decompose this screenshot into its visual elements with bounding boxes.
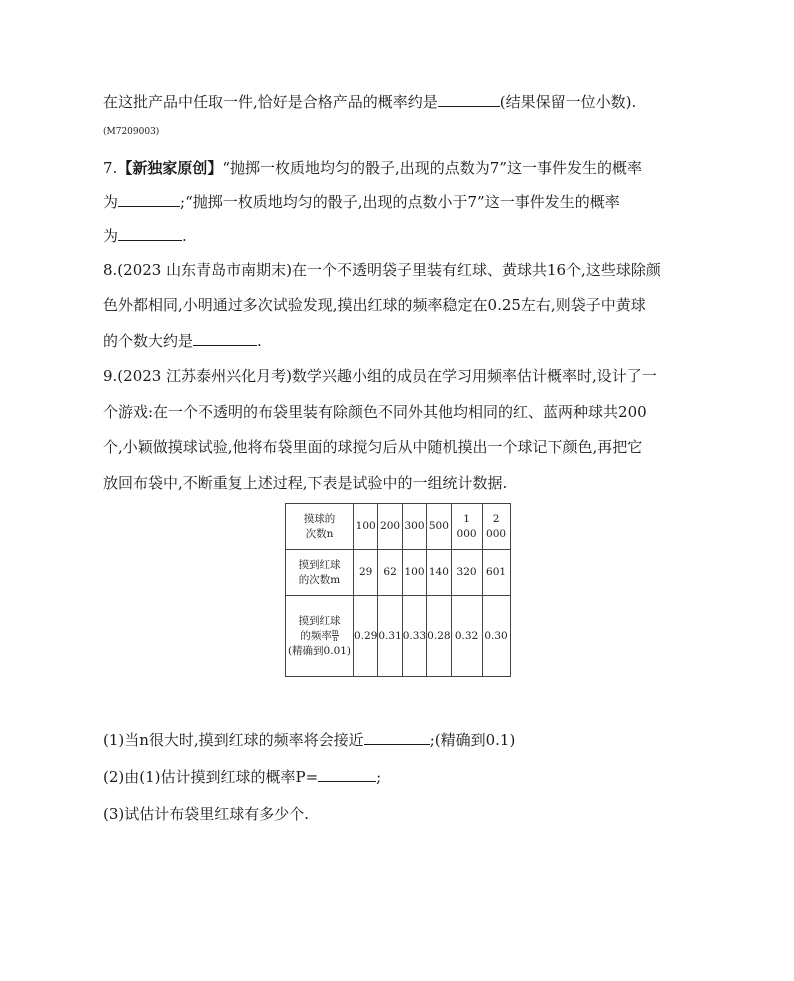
table-row-header: 摸球的 次数n [286, 504, 354, 550]
table-row [286, 550, 511, 596]
fraction-m-over-n: $\frac{m}{n}$ [331, 628, 339, 643]
q6-text-after: (结果保留一位小数). [499, 93, 637, 111]
table-cell: 320 [451, 550, 482, 596]
q9-sub2-after: ; [376, 768, 382, 786]
q8-line3-suffix: . [257, 332, 262, 350]
table-cell: 140 [427, 550, 451, 596]
table-row-header: 摸到红球 的频率 $\frac{m}{n}$ (精确到0.01) [286, 596, 354, 677]
table-cell: 0.32 [451, 596, 482, 677]
q7-line2-suffix: ;“抛掷一枚质地均匀的骰子,出现的点数小于7”这一事件发生的概率 [180, 193, 620, 211]
q6-answer-blank[interactable] [438, 92, 500, 107]
table-cell: 0.31 [378, 596, 402, 677]
q9-line4: 放回布袋中,不断重复上述过程,下表是试验中的一组统计数据. [103, 474, 508, 492]
q6-code: (M7209003) [103, 127, 160, 137]
table-cell: 1 000 [451, 504, 482, 550]
table-cell: 100 [402, 550, 426, 596]
table-cell: 0.28 [427, 596, 451, 677]
table-cell: 601 [482, 550, 510, 596]
table-cell: 500 [427, 504, 451, 550]
q9-sub1-after: ;(精确到0.1) [429, 731, 516, 749]
q7-line3-prefix: 为 [103, 227, 119, 245]
q8-answer-blank[interactable] [193, 331, 257, 346]
q7-line1-text: “抛掷一枚质地均匀的骰子,出现的点数为7”这一事件发生的概率 [222, 159, 642, 177]
q7-line3 [103, 226, 187, 246]
table-row [286, 596, 511, 677]
table-cell: 2 000 [482, 504, 510, 550]
q9-line2: 个游戏:在一个不透明的布袋里装有除颜色不同外其他均相同的红、蓝两种球共200 [103, 403, 647, 421]
q7-line1 [103, 158, 642, 178]
q9-sub1 [103, 730, 515, 750]
table-cell: 62 [378, 550, 402, 596]
table-row-header: 摸到红球 的次数m [286, 550, 354, 596]
q6-text-before: 在这批产品中任取一件,恰好是合格产品的概率约是 [103, 93, 438, 111]
q7-answer-blank-1[interactable] [118, 192, 180, 207]
q7-number: 7. [103, 159, 118, 177]
q9-sub1-before: (1)当n很大时,摸到红球的频率将会接近 [103, 731, 364, 749]
table-cell: 0.33 [402, 596, 426, 677]
frequency-table [285, 503, 511, 677]
q7-tag: 【新独家原创】 [117, 159, 223, 177]
q7-line3-suffix: . [182, 227, 187, 245]
q8-line3 [103, 331, 262, 351]
q9-line1: 9.(2023 江苏泰州兴化月考)数学兴趣小组的成员在学习用频率估计概率时,设计了一 [103, 367, 657, 385]
table-cell: 0.29 [354, 596, 378, 677]
q9-sub3: (3)试估计布袋里红球有多少个. [103, 805, 310, 823]
table-cell: 29 [354, 550, 378, 596]
q9-sub2-before: (2)由(1)估计摸到红球的概率P= [103, 768, 319, 786]
table-row [286, 504, 511, 550]
q6-line [103, 92, 636, 112]
q7-answer-blank-2[interactable] [118, 226, 182, 241]
table-cell: 100 [354, 504, 378, 550]
q8-line2: 色外都相同,小明通过多次试验发现,摸出红球的频率稳定在0.25左右,则袋子中黄球 [103, 296, 646, 314]
q9-sub1-answer-blank[interactable] [364, 730, 430, 745]
q9-line3: 个,小颖做摸球试验,他将布袋里面的球搅匀后从中随机摸出一个球记下颜色,再把它 [103, 438, 643, 456]
table-cell: 300 [402, 504, 426, 550]
q8-line1: 8.(2023 山东青岛市南期末)在一个不透明袋子里装有红球、黄球共16个,这些球除颜 [103, 261, 661, 279]
q7-line2 [103, 192, 620, 212]
q9-sub2-answer-blank[interactable] [318, 767, 376, 782]
table-cell: 0.30 [482, 596, 510, 677]
q8-line3-prefix: 的个数大约是 [103, 332, 194, 350]
q7-line2-prefix: 为 [103, 193, 119, 211]
table-cell: 200 [378, 504, 402, 550]
q9-sub2 [103, 767, 381, 787]
